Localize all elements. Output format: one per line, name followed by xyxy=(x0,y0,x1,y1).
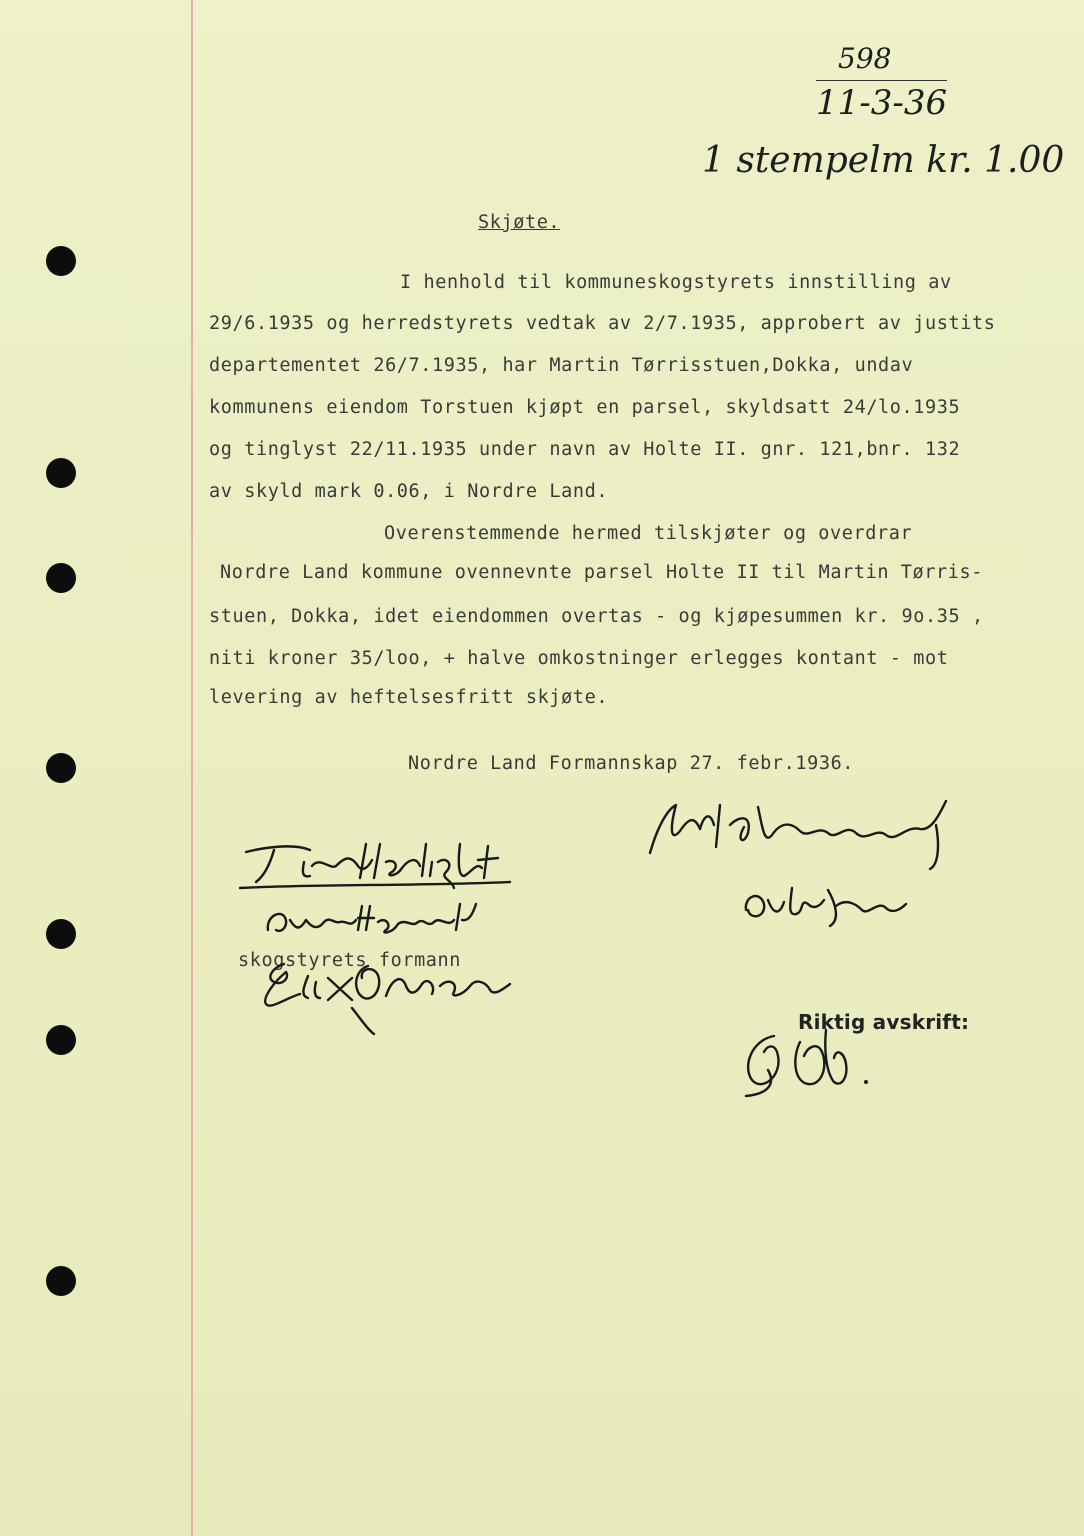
punch-hole xyxy=(46,563,76,593)
punch-hole xyxy=(46,753,76,783)
body-line: og tinglyst 22/11.1935 under navn av Holte II. gnr. 121,bnr. 132 xyxy=(209,439,961,460)
forest-board-signature xyxy=(256,938,516,1038)
body-line: I henhold til kommuneskogstyrets innstilling av xyxy=(400,272,952,293)
punch-hole xyxy=(46,1266,76,1296)
body-line: Nordre Land kommune ovennevnte parsel Holte II til Martin Tørris- xyxy=(220,562,983,583)
place-date-line: Nordre Land Formannskap 27. febr.1936. xyxy=(408,753,855,774)
chair-title-handwriting xyxy=(740,880,920,930)
body-line: departementet 26/7.1935, har Martin Tørrisstuen,Dokka, undav xyxy=(209,355,914,376)
chair-signature xyxy=(640,795,960,870)
punch-hole xyxy=(46,1025,76,1055)
page-number: 598 xyxy=(838,42,892,75)
punch-hole xyxy=(46,246,76,276)
body-line: Overenstemmende hermed tilskjøter og overdrar xyxy=(384,523,913,544)
forest-board-label: skogstyrets formann xyxy=(238,950,462,971)
handwritten-date: 11-3-36 xyxy=(816,80,947,123)
punch-hole xyxy=(46,458,76,488)
margin-rule xyxy=(191,0,193,1536)
body-line: niti kroner 35/loo, + halve omkostninger erlegges kontant - mot xyxy=(209,648,949,669)
punch-hole xyxy=(46,919,76,949)
certified-initials xyxy=(738,1022,878,1098)
body-line: levering av heftelsesfritt skjøte. xyxy=(209,687,609,708)
witness-name-handwriting xyxy=(262,900,482,940)
witness-heading-handwriting xyxy=(240,836,525,894)
body-line: 29/6.1935 og herredstyrets vedtak av 2/7.1935, approbert av justits xyxy=(209,313,996,334)
body-line: av skyld mark 0.06, i Nordre Land. xyxy=(209,481,609,502)
document-title: Skjøte. xyxy=(478,212,561,233)
body-line: stuen, Dokka, idet eiendommen overtas - og kjøpesummen kr. 9o.35 , xyxy=(209,606,984,627)
stamp-fee-note: 1 stempelm kr. 1.00 xyxy=(702,140,1065,181)
certified-copy-label: Riktig avskrift: xyxy=(798,1010,970,1034)
body-line: kommunens eiendom Torstuen kjøpt en parsel, skyldsatt 24/lo.1935 xyxy=(209,397,961,418)
